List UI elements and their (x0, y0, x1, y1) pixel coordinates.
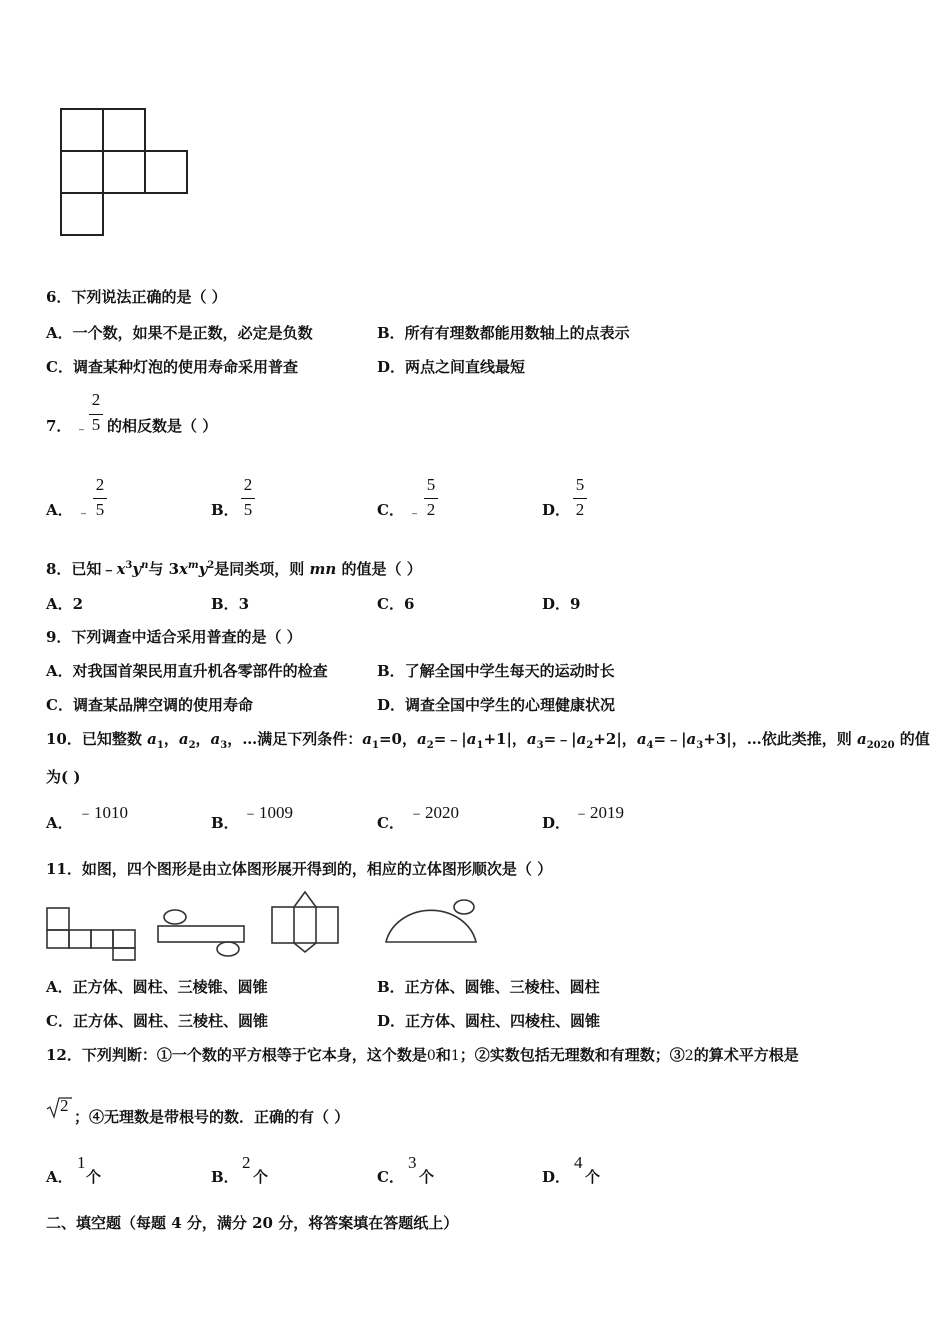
q12-option-c-label[interactable]: C． (377, 1168, 404, 1186)
q7-option-d-bar (573, 498, 587, 499)
q8-option-a[interactable]: A．2 (46, 595, 84, 613)
q10-line1-tail: ，…依此类推，则 (731, 730, 852, 748)
q9-stem: 9．下列调查中适合采用普查的是（ ） (46, 628, 302, 646)
q10-option-d-value: ﹣2019 (573, 803, 624, 822)
q10-option-b-value: ﹣1009 (242, 803, 293, 822)
q12-option-b-label[interactable]: B． (211, 1168, 239, 1186)
q7-option-c-label[interactable]: C． (377, 501, 404, 519)
q10-line1-mid: …满足下列条件： (242, 730, 363, 748)
q12-option-d-label[interactable]: D． (542, 1168, 571, 1186)
q12-line1-b: ；②实数包括无理数和有理数；③ (459, 1046, 685, 1064)
q12-option-d-unit: 个 (585, 1168, 601, 1186)
q7-frac-numerator: 2 (91, 390, 101, 409)
q12-option-a-unit: 个 (86, 1168, 102, 1186)
q10-option-a-value: ﹣1010 (77, 803, 128, 822)
q7-option-b-bar (241, 498, 255, 499)
q6-option-a[interactable]: A．一个数，如果不是正数，必定是负数 (46, 324, 313, 342)
q7-option-a-den: 5 (95, 500, 105, 519)
q9-option-c[interactable]: C．调查某品牌空调的使用寿命 (46, 696, 253, 714)
q11-figure-prism-net (270, 890, 345, 954)
q7-option-b-num: 2 (243, 475, 253, 494)
q6-option-c[interactable]: C．调查某种灯泡的使用寿命采用普查 (46, 358, 298, 376)
q7-option-a-bar (93, 498, 107, 499)
q7-option-c-den: 2 (426, 500, 436, 519)
q7-option-a-label[interactable]: A． (46, 501, 73, 519)
q10-line1-end: 的值 (899, 730, 930, 748)
q7-option-d-den: 2 (575, 500, 585, 519)
q10-stem-line1: 10．已知整数 $a_1$，$a_2$，$a_3$，…满足下列条件：$a_1=0$，$a_2=﹣|a_1+1|$，$a_3=﹣|a_2+2|$，$a_4=﹣|a_3+3|$，…依此类推，则 $a_{2020}$ 的值 (46, 730, 930, 751)
q8-stem-pre: 8．已知﹣ (46, 560, 117, 578)
q10-line1-pre: 10．已知整数 (46, 730, 142, 748)
q12-option-a-value: 1 (77, 1153, 86, 1172)
q9-option-d[interactable]: D．调查全国中学生的心理健康状况 (377, 696, 616, 714)
q7-number: 7． (46, 417, 72, 435)
q8-option-c[interactable]: C．6 (377, 595, 415, 613)
q7-option-b-den: 5 (243, 500, 253, 519)
q12-stem-line1 (46, 1044, 799, 1065)
q9-option-a[interactable]: A．对我国首架民用直升机各零部件的检查 (46, 662, 328, 680)
q7-option-c-num: 5 (426, 475, 436, 494)
q11-option-a[interactable]: A．正方体、圆柱、三棱锥、圆锥 (46, 978, 268, 996)
q12-option-b-unit: 个 (253, 1168, 269, 1186)
q10-stem-line2: 为( ) (46, 768, 81, 786)
section-2-title: 二、填空题（每题 4 分，满分 20 分，将答案填在答题纸上） (46, 1214, 459, 1232)
q10-option-b-label[interactable]: B． (211, 814, 239, 832)
q12-one: 1 (450, 1048, 460, 1064)
q11-figure-cone-net (382, 898, 482, 946)
q7-stem-tail: 的相反数是（ ） (107, 417, 218, 435)
q10-option-c-value: ﹣2020 (408, 803, 459, 822)
q11-figure-cylinder-net (156, 908, 251, 958)
q8-option-b[interactable]: B．3 (211, 595, 250, 613)
q12-two: 2 (684, 1048, 694, 1064)
q11-option-d[interactable]: D．正方体、圆柱、四棱柱、圆锥 (377, 1012, 601, 1030)
q10-option-c-label[interactable]: C． (377, 814, 404, 832)
q7-frac-denominator: 5 (91, 415, 101, 434)
q6-stem: 6．下列说法正确的是（ ） (46, 288, 227, 306)
q11-stem: 11．如图，四个图形是由立体图形展开得到的，相应的立体图形顺次是（ ） (46, 860, 553, 878)
q10-option-d-label[interactable]: D． (542, 814, 571, 832)
q12-and: 和 (435, 1046, 451, 1064)
q8-stem-mid1: 与 3 (148, 560, 180, 578)
q12-zero: 0 (426, 1048, 436, 1064)
q11-figure-cube-net (46, 906, 141, 962)
q12-option-a-label[interactable]: A． (46, 1168, 73, 1186)
q9-option-b[interactable]: B．了解全国中学生每天的运动时长 (377, 662, 615, 680)
q10-option-a-label[interactable]: A． (46, 814, 73, 832)
q11-option-c[interactable]: C．正方体、圆柱、三棱柱、圆锥 (46, 1012, 268, 1030)
q8-stem-mid2: 是同类项，则 (214, 560, 310, 578)
q12-option-c-value: 3 (408, 1153, 417, 1172)
q12-option-b-value: 2 (242, 1153, 251, 1172)
cube-net-figure (60, 108, 190, 238)
q8-stem-tail: 的值是（ ） (336, 560, 422, 578)
q12-sqrt-arg: 2 (60, 1096, 69, 1115)
q11-option-b[interactable]: B．正方体、圆锥、三棱柱、圆柱 (377, 978, 600, 996)
q12-option-c-unit: 个 (419, 1168, 435, 1186)
q7-option-c-bar (424, 498, 438, 499)
q7-option-d-label[interactable]: D． (542, 501, 571, 519)
q12-line1-a: 12．下列判断：①一个数的平方根等于它本身，这个数是 (46, 1046, 427, 1064)
q6-option-b[interactable]: B．所有有理数都能用数轴上的点表示 (377, 324, 630, 342)
q8-mn: mn (309, 560, 337, 578)
q7-option-c-neg: ﹣ (408, 506, 422, 521)
q7-option-d-num: 5 (575, 475, 585, 494)
q7-option-a-neg: ﹣ (77, 506, 91, 521)
q12-line1-c: 的算术平方根是 (693, 1046, 799, 1064)
q7-option-a-num: 2 (95, 475, 105, 494)
q8-stem: 8．已知$﹣x^3y^n$与 $3x^my^2$是同类项，则 mn 的值是（ ） (46, 560, 422, 578)
q7-neg-sign: ﹣ (75, 422, 89, 437)
q6-option-d[interactable]: D．两点之间直线最短 (377, 358, 526, 376)
q8-option-d[interactable]: D．9 (542, 595, 581, 613)
q12-option-d-value: 4 (574, 1153, 583, 1172)
q12-stem-line2: ；④无理数是带根号的数．正确的有（ ） (74, 1108, 350, 1126)
q7-option-b-label[interactable]: B． (211, 501, 239, 519)
